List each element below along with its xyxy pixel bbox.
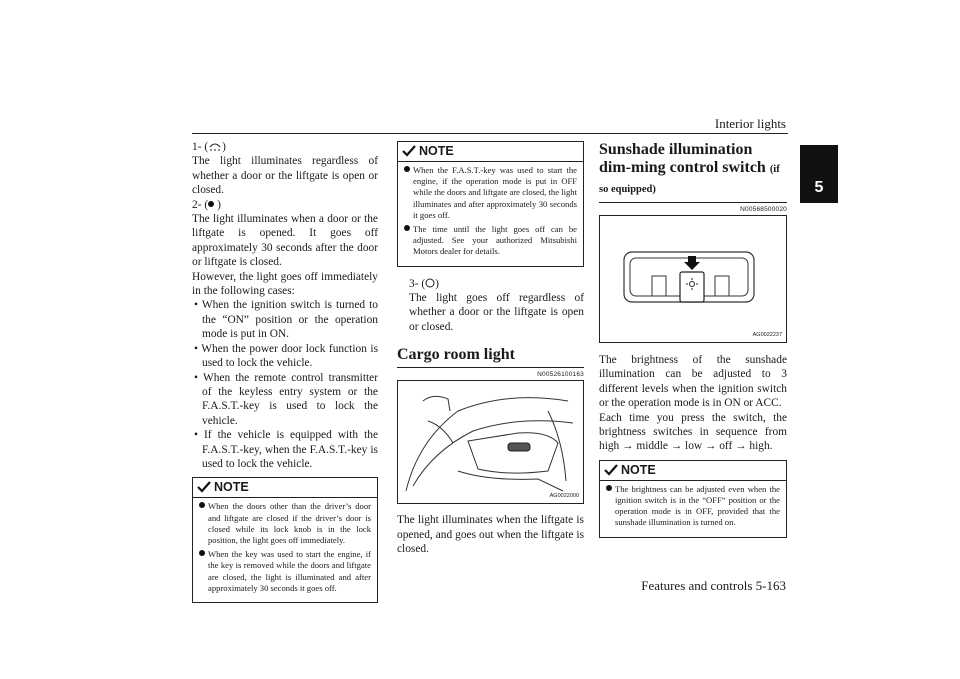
mode-1-text: The light illuminates regardless of whether a door or the liftgate is open or closed. [192, 155, 378, 197]
cargo-light-text: The light illuminates when the liftgate is opened, and goes out when the liftgate is closed. [397, 514, 584, 556]
list-item: • When the ignition switch is turned to the “ON” position or the operation mode is put in ON. [194, 299, 378, 341]
note-box [397, 141, 584, 267]
note-box [599, 460, 787, 538]
note-item: When the doors other than the driver’s door and liftgate are closed if the driver’s door is closed while its lock knob is in the lock position, the light goes off immediately. [199, 501, 371, 546]
header-divider [192, 133, 788, 134]
mode-2-heading: 2- ( ) [192, 198, 221, 211]
sunshade-text-1: The brightness of the sunshade illumination can be adjusted to 3 different levels when the ignition switch or the operation mode is in ON or ACC. [599, 354, 787, 410]
bullet-icon [199, 550, 205, 556]
sunshade-text-2: Each time you press the switch, the brightness switches in sequence from high → middle → low → off → high. [599, 411, 787, 453]
however-text: However, the light goes off immediately in the following cases: [192, 270, 378, 298]
sunshade-switch-figure [599, 215, 787, 343]
checkmark-icon [604, 464, 618, 476]
bullet-icon [199, 502, 205, 508]
note-item: The time until the light goes off can be adjusted. See your authorized Mitsubishi Motors dealer for details. [404, 224, 577, 258]
note-header: NOTE [193, 478, 377, 498]
note-header: NOTE [600, 461, 786, 481]
chapter-tab: 5 [800, 145, 838, 203]
figure-code: AG0022000 [549, 493, 579, 500]
cargo-room-illustration [398, 381, 583, 501]
list-item: • If the vehicle is equipped with the F.A.S.T.-key, when the F.A.S.T.-key is used to lock the vehicle. [194, 429, 378, 470]
column-1 [192, 140, 378, 603]
cargo-light-figure [397, 380, 584, 504]
mode-3-text: The light goes off regardless of whether a door or the liftgate is open or closed. [409, 292, 584, 333]
note-header: NOTE [398, 142, 583, 162]
empty-circle-icon [425, 278, 435, 288]
page-header-title: Interior lights [714, 116, 786, 131]
figure-code: AG0022237 [752, 332, 782, 338]
section-code: N00568500020 [740, 206, 787, 213]
mode-2-text: The light illuminates when a door or the liftgate is opened. It goes off approximately 30 seconds after the door or liftgate is closed. [192, 213, 378, 269]
bullet-icon [404, 225, 410, 231]
column-3 [599, 141, 787, 538]
mode-3-heading: 3- ( ) [409, 277, 439, 290]
section-title-cargo: Cargo room light [397, 346, 584, 368]
section-title-sunshade: Sunshade illumination dim-ming control switch (if so equipped) [599, 141, 787, 203]
bullet-icon [606, 485, 612, 491]
column-2 [397, 141, 584, 556]
page-footer: Features and controls 5-163 [641, 578, 786, 593]
checkmark-icon [197, 481, 211, 493]
sunshade-switch-illustration [600, 216, 786, 340]
note-box [192, 477, 378, 603]
list-item: • When the power door lock function is used to lock the vehicle. [194, 342, 378, 370]
note-item: When the F.A.S.T.-key was used to start the engine, if the operation mode is put in OFF while the doors and liftgate are closed, the light illuminates and after approximately 30 seconds it goes off. [404, 165, 577, 221]
door-light-icon [208, 141, 222, 151]
list-item: • When the remote control transmitter of the keyless entry system or the F.A.S.T.-key is used to lock the vehicle. [194, 371, 378, 427]
bullet-icon [404, 166, 410, 172]
note-item: When the key was used to start the engine, if the key is removed while the doors and liftgate are closed, the light is illuminated and after approximately 30 seconds it goes off. [199, 549, 371, 594]
mode-1-heading: 1- ( ) [192, 141, 226, 153]
filled-circle-icon [208, 201, 214, 207]
section-code: N00526100163 [537, 371, 584, 379]
checkmark-icon [402, 145, 416, 157]
note-item: The brightness can be adjusted even when the ignition switch is in the “OFF” position or the operation mode is in OFF, provided that the sunshade illumination is turned on. [606, 484, 780, 529]
